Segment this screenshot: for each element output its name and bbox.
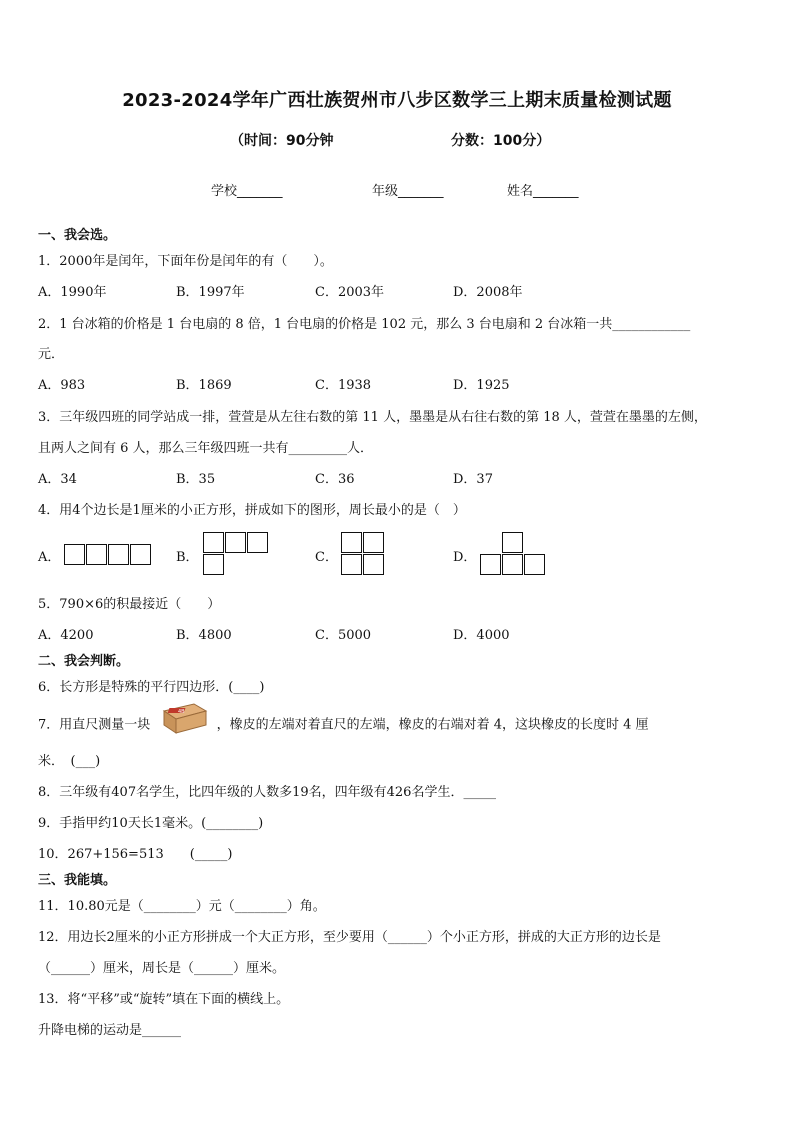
name-field[interactable]: 姓名_______: [507, 184, 579, 199]
q5-option-c[interactable]: C．5000: [315, 628, 372, 643]
shape-d-figure: [480, 532, 546, 576]
q4-option-c[interactable]: C．: [315, 550, 338, 565]
question-7-cont: 米． (___): [38, 754, 101, 769]
q2-option-d[interactable]: D．1925: [453, 378, 510, 393]
question-13-cont: 升降电梯的运动是______: [38, 1023, 182, 1038]
q4-option-b[interactable]: B．: [176, 550, 199, 565]
q3-option-b[interactable]: B．35: [176, 472, 216, 487]
student-info: [0, 180, 794, 200]
exam-title: 2023-2024学年广西壮族贺州市八步区数学三上期末质量检测试题: [122, 90, 672, 111]
exam-score: 分数：100分）: [451, 133, 551, 149]
question-12: 12．用边长2厘米的小正方形拼成一个大正方形，至少要用（______）个小正方形，拼成的大正方形的边长是: [38, 930, 661, 945]
question-5: 5．790×6的积最接近（ ）: [38, 597, 221, 612]
question-3: 3．三年级四班的同学站成一排，萱萱是从左往右数的第 11 人，墨墨是从右往右数的第 18 人，萱萱在墨墨的左侧，: [38, 410, 707, 425]
q2-option-b[interactable]: B．1869: [176, 378, 232, 393]
q4-option-a[interactable]: A．: [38, 550, 61, 565]
question-13: 13．将“平移”或“旋转”填在下面的横线上。: [38, 992, 290, 1007]
question-12-cont: （______）厘米，周长是（______）厘米。: [38, 961, 286, 976]
q1-option-a[interactable]: A．1990年: [38, 285, 107, 300]
q3-option-d[interactable]: D．37: [453, 472, 493, 487]
question-10: 10．267+156=513 (_____): [38, 847, 233, 862]
question-8: 8．三年级有407名学生，比四年级的人数多19名，四年级有426名学生．_____: [38, 785, 496, 800]
grade-field[interactable]: 年级_______: [372, 184, 444, 199]
question-2: 2．1 台冰箱的价格是 1 台电扇的 8 倍，1 台电扇的价格是 102 元，那么 3 台电扇和 2 台冰箱一共____________: [38, 317, 691, 332]
q1-option-c[interactable]: C．2003年: [315, 285, 385, 300]
exam-subtitle: [0, 130, 794, 150]
exam-time: （时间：90分钟: [230, 133, 334, 149]
q5-option-d[interactable]: D．4000: [453, 628, 510, 643]
shape-a-figure: [64, 544, 152, 566]
q1-option-d[interactable]: D．2008年: [453, 285, 523, 300]
question-3-cont: 且两人之间有 6 人，那么三年级四班一共有_________人．: [38, 441, 374, 456]
section-heading-3: 三、我能填。: [38, 873, 117, 888]
section-heading-2: 二、我会判断。: [38, 654, 130, 669]
q5-option-a[interactable]: A．4200: [38, 628, 94, 643]
shape-c-figure: [341, 532, 385, 576]
q2-option-c[interactable]: C．1938: [315, 378, 372, 393]
section-heading-1: 一、我会选。: [38, 228, 117, 243]
q1-option-b[interactable]: B．1997年: [176, 285, 245, 300]
school-field[interactable]: 学校_______: [211, 184, 283, 199]
shape-b-figure: [203, 532, 269, 576]
question-11: 11．10.80元是（________）元（________）角。: [38, 899, 326, 914]
eraser-icon: [158, 701, 208, 737]
q4-option-d[interactable]: D．: [453, 550, 477, 565]
question-2-cont: 元．: [38, 347, 65, 362]
question-7: [38, 709, 649, 737]
question-1: 1．2000年是闰年，下面年份是闰年的有（ ）。: [38, 254, 333, 269]
question-7-text-a: 7．用直尺测量一块: [38, 717, 151, 733]
q3-option-c[interactable]: C．36: [315, 472, 355, 487]
question-4: 4．用4个边长是1厘米的小正方形，拼成如下的图形，周长最小的是（ ）: [38, 503, 466, 518]
q3-option-a[interactable]: A．34: [38, 472, 77, 487]
question-7-text-b: ，橡皮的左端对着直尺的左端，橡皮的右端对着 4，这块橡皮的长度时 4 厘: [216, 717, 649, 733]
q2-option-a[interactable]: A．983: [38, 378, 86, 393]
q5-option-b[interactable]: B．4800: [176, 628, 232, 643]
question-6: 6．长方形是特殊的平行四边形．(____): [38, 680, 265, 695]
question-9: 9．手指甲约10天长1毫米。(________): [38, 816, 264, 831]
eraser-label: 4B: [178, 709, 186, 715]
